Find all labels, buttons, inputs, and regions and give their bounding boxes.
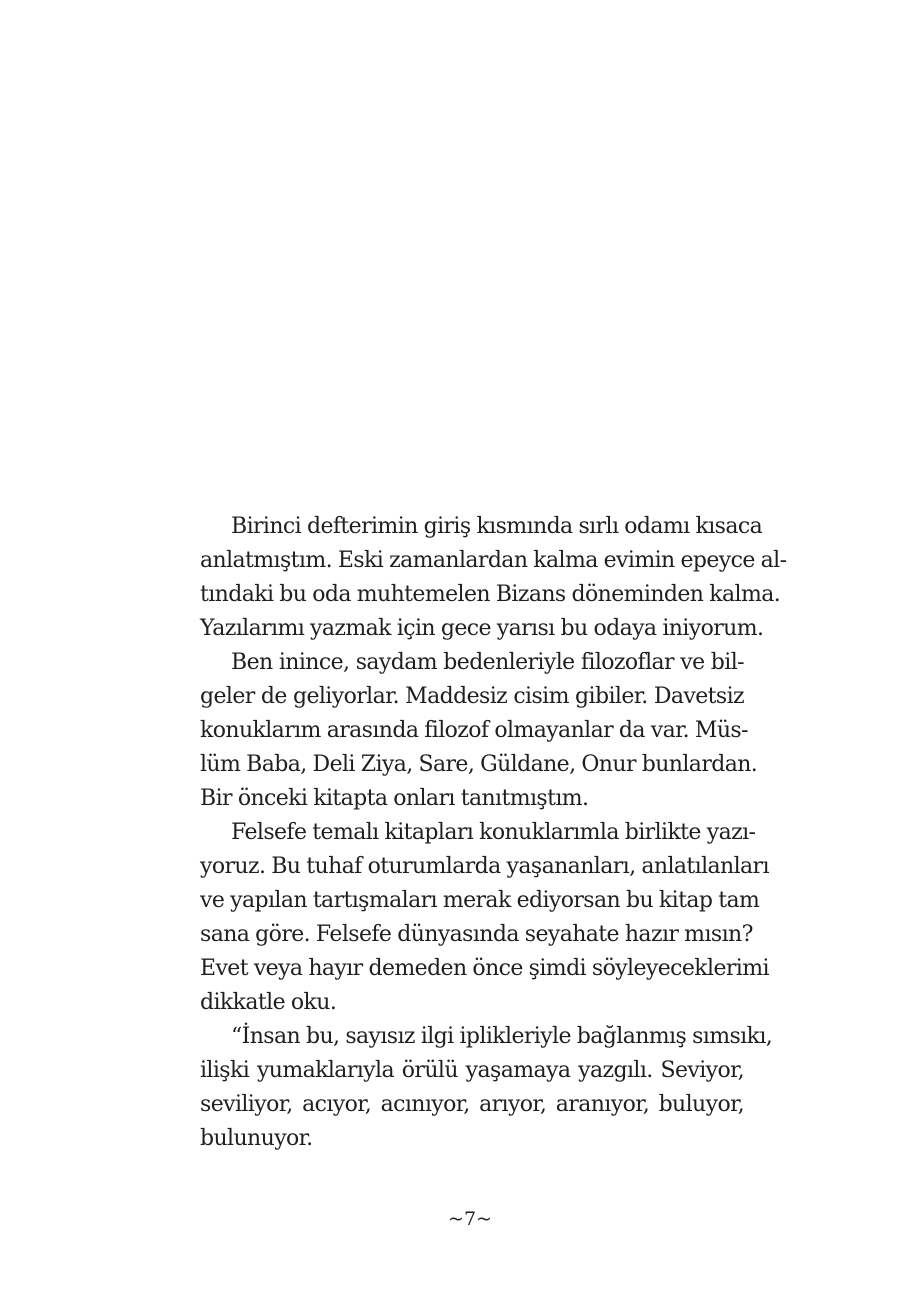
body-text (200, 510, 787, 1156)
paragraph-2-line: Bir önceki kitapta onları tanıtmıştım. (200, 786, 589, 811)
paragraph-3-line: sana göre. Felsefe dünyasında seyahate hazır mısın? (200, 922, 753, 947)
paragraph-3-line: Evet veya hayır demeden önce şimdi söyleyeceklerimi (200, 956, 769, 981)
paragraph-2-line: lüm Baba, Deli Ziya, Sare, Güldane, Onur bunlardan. (200, 752, 758, 777)
paragraph-3-line: yoruz. Bu tuhaf oturumlarda yaşananları, anlatılanları (200, 854, 769, 879)
paragraph-4-line: seviliyor, acıyor, acınıyor, arıyor, aranıyor, buluyor, (200, 1092, 744, 1117)
paragraph-1-line: anlatmıştım. Eski zamanlardan kalma evimin epeyce al- (200, 548, 787, 573)
paragraph-3-line: dikkatle oku. (200, 990, 337, 1015)
paragraph-4-line: “İnsan bu, sayısız ilgi iplikleriyle bağlanmış sımsıkı, (231, 1024, 773, 1049)
page-number: ~7~ (448, 1208, 492, 1230)
paragraph-1-line: Yazılarımı yazmak için gece yarısı bu odaya iniyorum. (200, 616, 764, 641)
paragraph-3-line: Felsefe temalı kitapları konuklarımla birlikte yazı- (231, 820, 756, 845)
paragraph-1-line: tındaki bu oda muhtemelen Bizans döneminden kalma. (200, 582, 781, 607)
paragraph-1-line: Birinci defterimin giriş kısmında sırlı odamı kısaca (231, 514, 763, 539)
paragraph-4-line: ilişki yumaklarıyla örülü yaşamaya yazgılı. Seviyor, (200, 1058, 744, 1083)
paragraph-2-line: Ben inince, saydam bedenleriyle filozoflar ve bil- (231, 650, 744, 675)
paragraph-2-line: konuklarım arasında filozof olmayanlar da var. Müs- (200, 718, 748, 743)
paragraph-4-line: bulunuyor. (200, 1126, 313, 1151)
paragraph-3-line: ve yapılan tartışmaları merak ediyorsan bu kitap tam (200, 888, 760, 913)
paragraph-2-line: geler de geliyorlar. Maddesiz cisim gibiler. Davetsiz (200, 684, 744, 709)
